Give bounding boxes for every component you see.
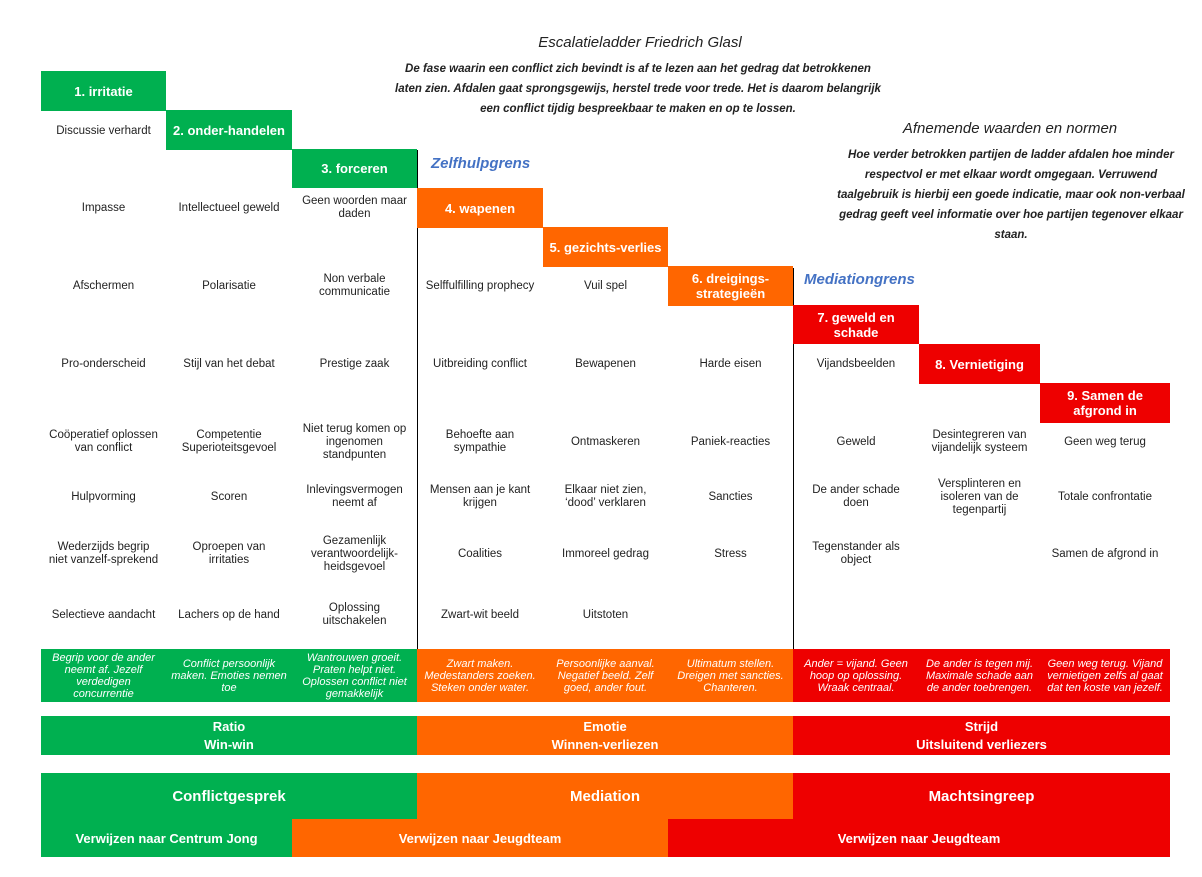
step-6-item: Stress	[714, 547, 747, 560]
step-4-item: Behoefte aan sympathie	[445, 429, 515, 454]
phase-strijd	[793, 716, 1170, 755]
step-1-summary: Begrip voor de ander neemt af. Jezelf verdedigen concurrentie	[41, 649, 166, 702]
step-5-item: Vuil spel	[583, 279, 628, 292]
step-7-item: Geweld	[836, 435, 876, 448]
intro-text: De fase waarin een conflict zich bevindt is af te lezen aan het gedrag dat betrokkenen laten zien. Afdalen gaat sprongsgewijs, herstel trede voor trede. Het is daarom belangrijk een conflict tijdig bespreekbaar te maken en op te lossen.	[395, 63, 881, 115]
step-5-header: 5. gezichts-verlies	[543, 227, 668, 267]
step-2-item: Stijl van het debat	[183, 357, 275, 370]
side-note-title: Afnemende waarden en normen	[902, 120, 1118, 137]
step-6-item: Harde eisen	[699, 357, 762, 370]
step-2-item: Competentie Superioteitsgevoel	[181, 429, 277, 454]
step-2-summary: Conflict persoonlijk maken. Emoties nemen toe	[166, 649, 292, 702]
step-1-item: Hulpvorming	[71, 490, 136, 503]
phase-name: Strijd	[964, 718, 999, 734]
step-3-item: Oplossing uitschakelen	[322, 602, 387, 627]
mediation-border-label: Mediationgrens	[804, 271, 915, 288]
step-5-item: Immoreel gedrag	[562, 547, 649, 560]
step-3-item: Geen woorden maar daden	[302, 195, 407, 220]
step-7-item: De ander schade doen	[812, 484, 900, 509]
step-7-item: Tegenstander als object	[812, 541, 900, 566]
self-help-border-label: Zelfhulpgrens	[431, 155, 531, 172]
step-3-item: Gezamenlijk verantwoordelijk-heidsgevoel	[311, 534, 398, 573]
step-1-item: Coöperatief oplossen van conflict	[49, 429, 158, 454]
step-3-item: Inlevingsvermogen neemt af	[306, 484, 403, 509]
step-2-item: Intellectueel geweld	[178, 201, 280, 214]
step-3-item: Non verbale communicatie	[319, 273, 390, 298]
step-1-item: Afschermen	[72, 279, 135, 292]
referral-centrum-jong: Verwijzen naar Centrum Jong	[41, 819, 292, 857]
step-9-item: Totale confrontatie	[1058, 490, 1152, 503]
step-3-item: Prestige zaak	[319, 357, 390, 370]
step-9-summary: Geen weg terug. Vijand vernietigen zelfs al gaat dat ten koste van jezelf.	[1040, 649, 1170, 702]
step-9-item: Samen de afgrond in	[1051, 547, 1159, 560]
intervention-conflictgesprek: Conflictgesprek	[41, 773, 417, 819]
step-9-item: Geen weg terug	[1064, 435, 1146, 448]
referral-jeugdteam-orange: Verwijzen naar Jeugdteam	[292, 819, 668, 857]
step-6-item: Sancties	[708, 490, 753, 503]
step-7-summary: Ander = vijand. Geen hoop op oplossing. Wraak centraal.	[793, 649, 919, 702]
intervention-machtsingreep: Machtsingreep	[793, 773, 1170, 819]
phase-outcome: Uitsluitend verliezers	[916, 736, 1047, 752]
step-2-item: Lachers op de hand	[178, 608, 280, 621]
step-4-item: Selffulfilling prophecy	[425, 279, 535, 292]
step-2-item: Scoren	[210, 490, 248, 503]
intervention-mediation: Mediation	[417, 773, 793, 819]
step-5-item: Elkaar niet zien, ‘dood’ verklaren	[564, 484, 647, 509]
step-1-item: Pro-onderscheid	[61, 357, 146, 370]
phase-ratio	[41, 716, 417, 755]
step-7-header: 7. geweld en schade	[793, 305, 919, 344]
step-3-summary: Wantrouwen groeit. Praten helpt niet. Oplossen conflict niet gemakkelijk	[292, 649, 417, 702]
page-title: Escalatieladder Friedrich Glasl	[538, 34, 742, 51]
phase-emotie	[417, 716, 793, 755]
step-2-item: Polarisatie	[202, 279, 256, 292]
phase-outcome: Winnen-verliezen	[551, 736, 659, 752]
step-6-item: Paniek-reacties	[690, 435, 771, 448]
step-5-summary: Persoonlijke aanval. Negatief beeld. Zelf goed, ander fout.	[543, 649, 668, 702]
step-6-header: 6. dreigings-strategieën	[668, 266, 793, 306]
step-5-item: Uitstoten	[582, 608, 629, 621]
phase-outcome: Win-win	[204, 736, 254, 752]
step-4-item: Mensen aan je kant krijgen	[429, 484, 531, 509]
step-8-summary: De ander is tegen mij. Maximale schade aan de ander toebrengen.	[919, 649, 1040, 702]
step-4-item: Coalities	[457, 547, 503, 560]
step-4-header: 4. wapenen	[417, 188, 543, 228]
step-8-item: Versplinteren en isoleren van de tegenpartij	[937, 477, 1022, 516]
step-3-header: 3. forceren	[292, 149, 417, 188]
step-1-item: Discussie verhardt	[56, 124, 151, 137]
step-5-item: Ontmaskeren	[570, 435, 641, 448]
step-1-header: 1. irritatie	[41, 71, 166, 111]
step-7-item: Vijandsbeelden	[816, 357, 896, 370]
referral-jeugdteam-red: Verwijzen naar Jeugdteam	[668, 819, 1170, 857]
step-6-summary: Ultimatum stellen. Dreigen met sancties. Chanteren.	[668, 649, 793, 702]
phase-name: Emotie	[583, 718, 627, 734]
step-1-item: Impasse	[81, 201, 126, 214]
step-1-item: Selectieve aandacht	[51, 608, 156, 621]
side-note-text: Hoe verder betrokken partijen de ladder afdalen hoe minder respectvol er met elkaar wordt omgegaan. Verruwend taalgebruik is hierbij een goede indicatie, maar ook non-verbaal gedrag geeft veel informatie over hoe partijen tegenover elkaar staan.	[837, 149, 1185, 241]
step-5-item: Bewapenen	[575, 357, 636, 370]
step-8-header: 8. Vernietiging	[919, 344, 1040, 384]
step-4-item: Zwart-wit beeld	[441, 608, 519, 621]
step-4-item: Uitbreiding conflict	[433, 357, 527, 370]
step-4-summary: Zwart maken. Medestanders zoeken. Steken onder water.	[417, 649, 543, 702]
step-1-item: Wederzijds begrip niet vanzelf-sprekend	[48, 541, 159, 566]
step-3-item: Niet terug komen op ingenomen standpunten	[302, 422, 407, 461]
step-8-item: Desintegreren van vijandelijk systeem	[931, 429, 1028, 454]
step-2-header: 2. onder-handelen	[166, 110, 292, 150]
phase-name: Ratio	[212, 718, 246, 734]
step-9-header: 9. Samen de afgrond in	[1040, 383, 1170, 423]
step-2-item: Oproepen van irritaties	[192, 541, 266, 566]
